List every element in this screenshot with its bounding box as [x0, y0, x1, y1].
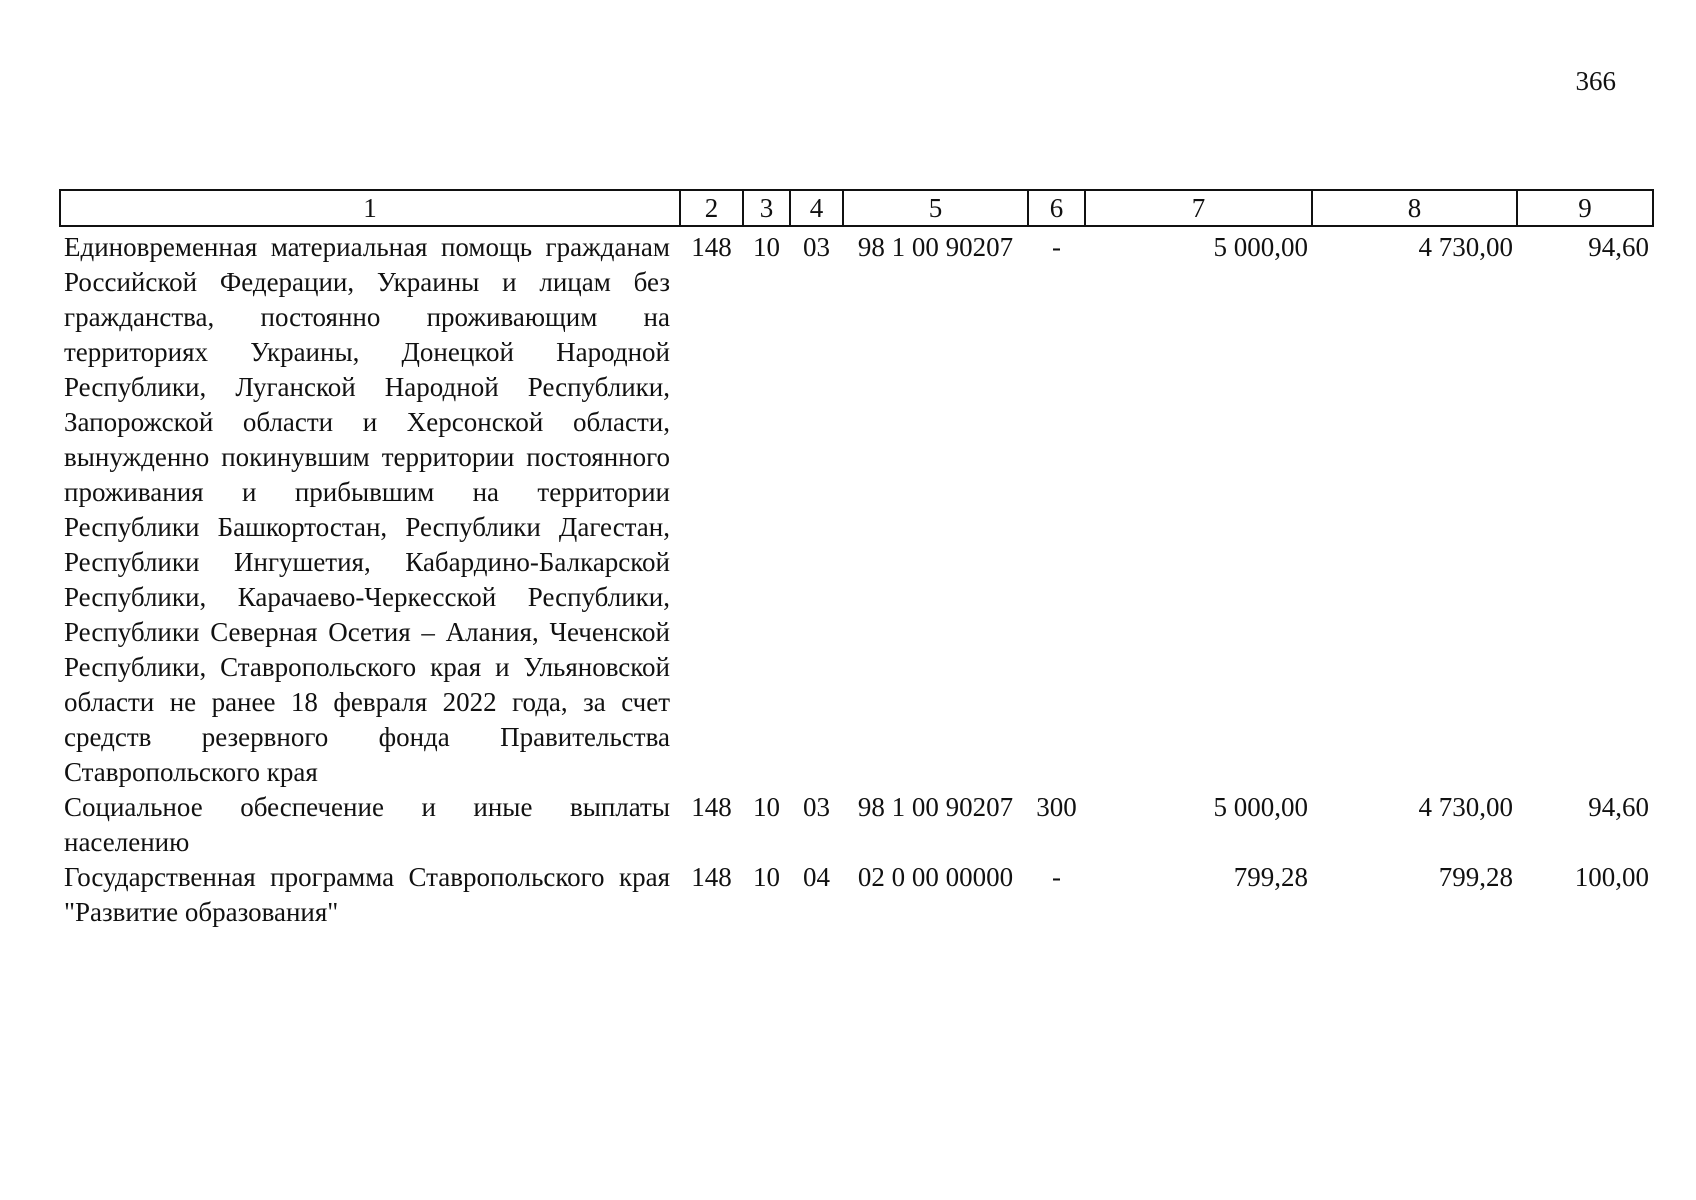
- header-cell-6: 6: [1028, 190, 1085, 226]
- row-code-6: 300: [1036, 792, 1077, 822]
- row-name: Государственная программа Ставропольского края "Развитие образования": [64, 862, 670, 927]
- header-cell-1: 1: [60, 190, 680, 226]
- row-sum-7: 799,28: [1233, 862, 1308, 892]
- header-cell-2: 2: [680, 190, 743, 226]
- row-sum-8: 4 730,00: [1418, 792, 1513, 822]
- row-code-5: 98 1 00 90207: [857, 792, 1014, 822]
- row-code-6: -: [1052, 862, 1061, 892]
- row-code-3: 10: [753, 792, 780, 822]
- row-sum-7: 5 000,00: [1213, 792, 1308, 822]
- row-code-5: 02 0 00 00000: [857, 862, 1014, 892]
- table-row: [60, 790, 1653, 860]
- row-sum-7: 5 000,00: [1213, 232, 1308, 262]
- row-percent-9: 100,00: [1574, 862, 1649, 892]
- row-percent-9: 94,60: [1588, 792, 1649, 822]
- row-code-2: 148: [691, 862, 732, 892]
- row-code-4: 03: [803, 232, 830, 262]
- row-sum-8: 4 730,00: [1418, 232, 1513, 262]
- row-code-4: 04: [803, 862, 830, 892]
- row-code-5: 98 1 00 90207: [857, 232, 1014, 262]
- row-code-2: 148: [691, 792, 732, 822]
- header-cell-8: 8: [1312, 190, 1517, 226]
- header-cell-4: 4: [790, 190, 843, 226]
- header-cell-5: 5: [843, 190, 1028, 226]
- table-body: [60, 226, 1653, 930]
- header-row: [60, 190, 1653, 226]
- row-code-3: 10: [753, 232, 780, 262]
- page-number: 366: [1575, 66, 1616, 96]
- row-name: Социальное обеспечение и иные выплаты населению: [64, 792, 670, 857]
- row-code-3: 10: [753, 862, 780, 892]
- header-cell-3: 3: [743, 190, 790, 226]
- table-header: [60, 190, 1653, 226]
- table-row: [60, 860, 1653, 930]
- row-name: Единовременная материальная помощь гражданам Российской Федерации, Украины и лицам без гражданства, постоянно проживающим на территориях Украины, Донецкой Народной Республики, Луганской Народной Республики, Запорожской области и Херсонской области, вынужденно покинувшим территории постоянного проживания и прибывшим на территории Республики Башкортостан, Республики Дагестан, Республики Ингушетия, Кабардино-Балкарской Республики, Карачаево-Черкесской Республики, Республики Северная Осетия – Алания, Чеченской Республики, Ставропольского края и Ульяновской области не ранее 18 февраля 2022 года, за счет средств резервного фонда Правительства Ставропольского края: [64, 232, 670, 787]
- budget-table: [59, 189, 1654, 930]
- header-cell-9: 9: [1517, 190, 1653, 226]
- table-row: [60, 226, 1653, 790]
- row-percent-9: 94,60: [1588, 232, 1649, 262]
- row-sum-8: 799,28: [1438, 862, 1513, 892]
- row-code-2: 148: [691, 232, 732, 262]
- row-code-6: -: [1052, 232, 1061, 262]
- header-cell-7: 7: [1085, 190, 1312, 226]
- row-code-4: 03: [803, 792, 830, 822]
